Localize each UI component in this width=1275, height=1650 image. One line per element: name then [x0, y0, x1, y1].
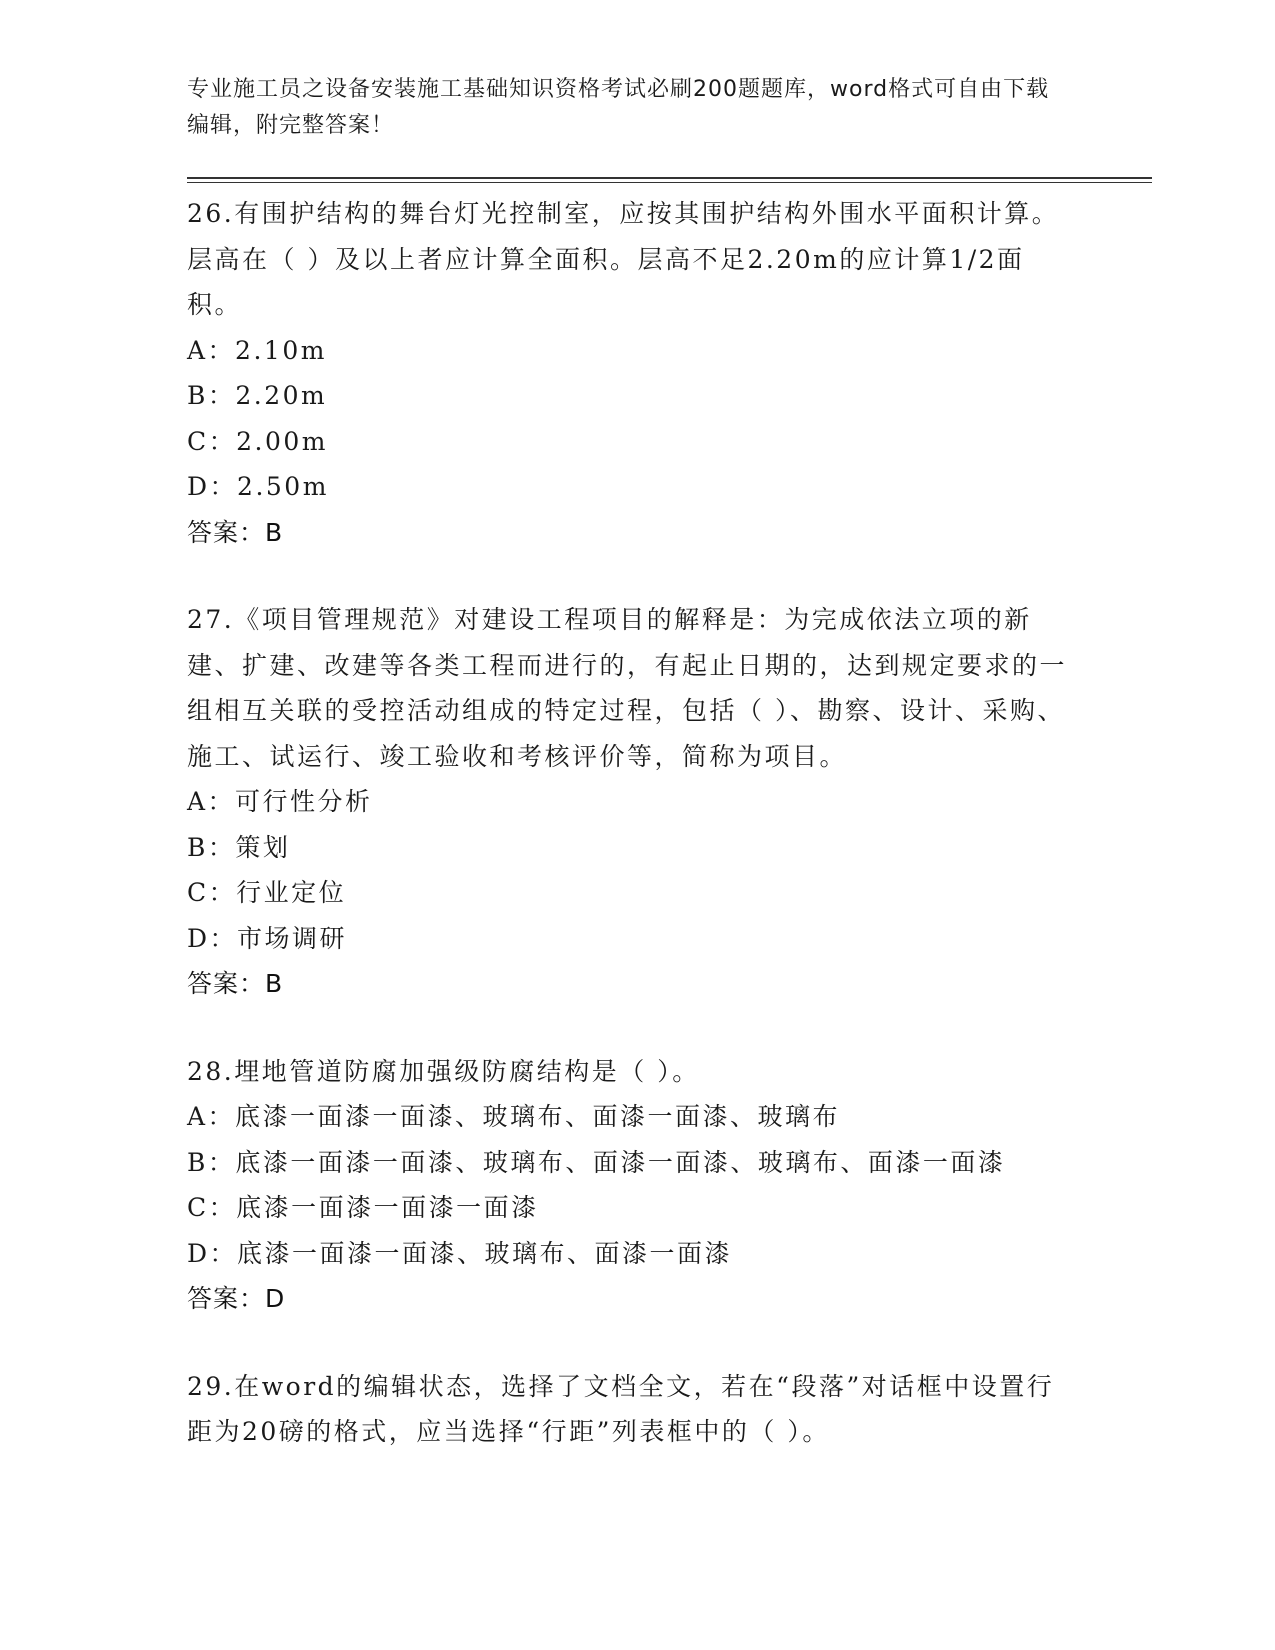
question-text: 27.《项目管理规范》对建设工程项目的解释是：为完成依法立项的新建、扩建、改建等各类工程而进行的，有起止日期的，达到规定要求的一组相互关联的受控活动组成的特定过程，包括（ ）、勘察、设计、采购、施工、试运行、竣工验收和考核评价等，简称为项目。 [187, 605, 1068, 771]
option-d: D：2.50m [187, 472, 329, 501]
question-list [187, 191, 1072, 1497]
answer: 答案：B [187, 517, 284, 547]
option-d: D：底漆一面漆一面漆、玻璃布、面漆一面漆 [187, 1238, 733, 1268]
question-26 [187, 191, 1072, 555]
answer: 答案：B [187, 969, 284, 998]
header-divider [187, 177, 1152, 179]
question-28 [187, 1049, 1072, 1322]
question-text: 28.埋地管道防腐加强级防腐结构是（ ）。 [187, 1056, 700, 1086]
question-text: 26.有围护结构的舞台灯光控制室，应按其围护结构外围水平面积计算。层高在（ ）及以上者应计算全面积。层高不足2.20m的应计算1/2面积。 [187, 199, 1060, 319]
option-a: A：底漆一面漆一面漆、玻璃布、面漆一面漆、玻璃布 [187, 1102, 841, 1131]
document-header: 专业施工员之设备安装施工基础知识资格考试必刷200题题库，word格式可自由下载编辑，附完整答案！ [187, 77, 1050, 138]
option-c: C：底漆一面漆一面漆一面漆 [187, 1193, 539, 1222]
answer: 答案：D [187, 1284, 286, 1313]
option-b: B：底漆一面漆一面漆、玻璃布、面漆一面漆、玻璃布、面漆一面漆 [187, 1147, 1006, 1177]
option-d: D：市场调研 [187, 923, 348, 953]
header-divider-thin [187, 182, 1152, 183]
option-b: B：2.20m [187, 381, 328, 410]
question-27 [187, 597, 1072, 1007]
question-29 [187, 1364, 1072, 1455]
option-c: C：行业定位 [187, 878, 347, 907]
option-c: C：2.00m [187, 426, 328, 456]
option-a: A：2.10m [187, 335, 327, 365]
option-a: A：可行性分析 [187, 787, 373, 816]
question-text: 29.在word的编辑状态，选择了文档全文，若在“段落”对话框中设置行距为20磅的格式，应当选择“行距”列表框中的（ ）。 [187, 1371, 1055, 1446]
option-b: B：策划 [187, 832, 291, 862]
